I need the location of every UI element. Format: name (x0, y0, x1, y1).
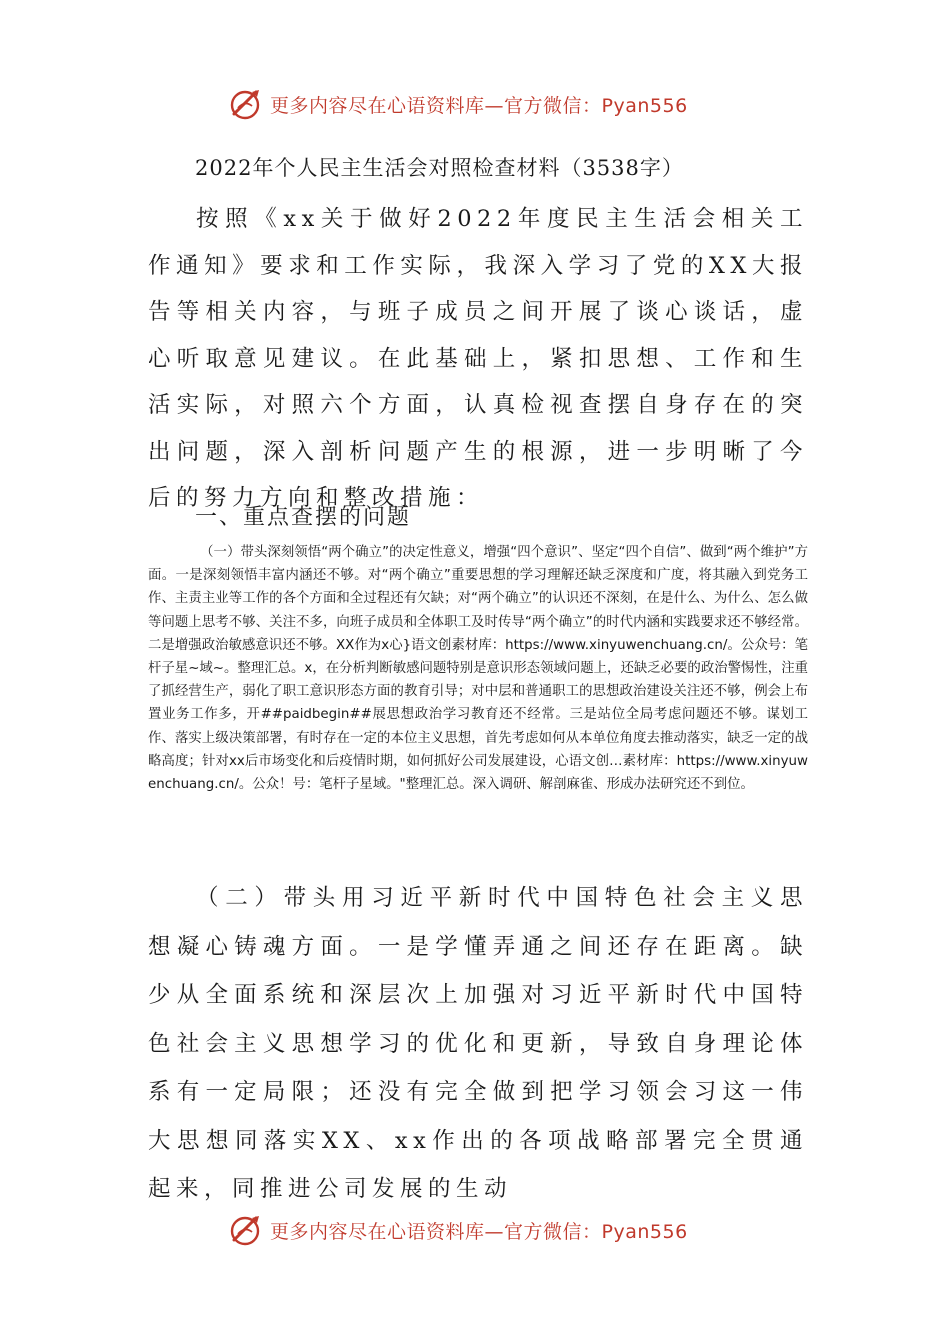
document-title: 2022年个人民主生活会对照检查材料（3538字） (195, 156, 684, 180)
pen-seal-icon (228, 86, 264, 122)
section-one-text: （一）带头深刻领悟“两个确立”的决定性意义，增强“四个意识”、坚定“四个自信”、做到“两个维护”方面。一是深刻领悟丰富内涵还不够。对“两个确立”重要思想的学习理解还缺乏深度和广度，将其融入到党务工作、主责主业等工作的各个方面和全过程还有欠缺；对“两个确立”的认识还不深刻，在是什么、为什么、怎么做等问题上思考不够、关注不多，向班子成员和全体职工及时传导“两个确立”的时代内涵和实践要求还不够经常。二是增强政治敏感意识还不够。XX作为x心}语文创素材库：https://www.xinyuwenchuang.cn/。公众号：笔杆子星~域~。整理汇总。x，在分析判断敏感问题特别是意识形态领域问题上，还缺乏必要的政治警惕性，注重了抓经营生产，弱化了职工意识形态方面的教育引导；对中层和普通职工的思想政治建设关注还不够，例会上布置业务工作多，开##paidbegin##展思想政治学习教育还不经常。三是站位全局考虑问题还不够。谋划工作、落实上级决策部署，有时存在一定的本位主义思想，首先考虑如何从本单位角度去推动落实，缺乏一定的战略高度；针对xx后市场变化和后疫情时期，如何抓好公司发展建设，心语文创…素材库：https://www.xinyuwenchuang.cn/。公众！号：笔杆子星域。"整理汇总。深入调研、解剖麻雀、形成办法研究还不到位。 (148, 545, 808, 793)
pen-seal-icon (228, 1212, 264, 1248)
section-heading: 一、重点查摆的问题 (195, 505, 412, 530)
section-one-paragraph (148, 541, 808, 796)
watermark-text: 更多内容尽在心语资料库—官方微信：Pyan556 (270, 1220, 688, 1243)
watermark-text: 更多内容尽在心语资料库—官方微信：Pyan556 (270, 94, 688, 117)
watermark-header (228, 84, 748, 124)
intro-paragraph: 按照《xx关于做好2022年度民主生活会相关工作通知》要求和工作实际，我深入学习了党的XX大报告等相关内容，与班子成员之间开展了谈心谈话，虚心听取意见建议。在此基础上，紧扣思想、工作和生活实际，对照六个方面，认真检视查摆自身存在的突出问题，深入剖析问题产生的根源，进一步明晰了今后的努力方向和整改措施： (148, 206, 808, 511)
section-two-paragraph: （二）带头用习近平新时代中国特色社会主义思想凝心铸魂方面。一是学懂弄通之间还存在距离。缺少从全面系统和深层次上加强对习近平新时代中国特色社会主义思想学习的优化和更新，导致自身理论体系有一定局限；还没有完全做到把学习领会习这一伟大思想同落实XX、xx作出的各项战略部署完全贯通起来，同推进公司发展的生动 (148, 885, 808, 1202)
watermark-footer (228, 1210, 748, 1250)
